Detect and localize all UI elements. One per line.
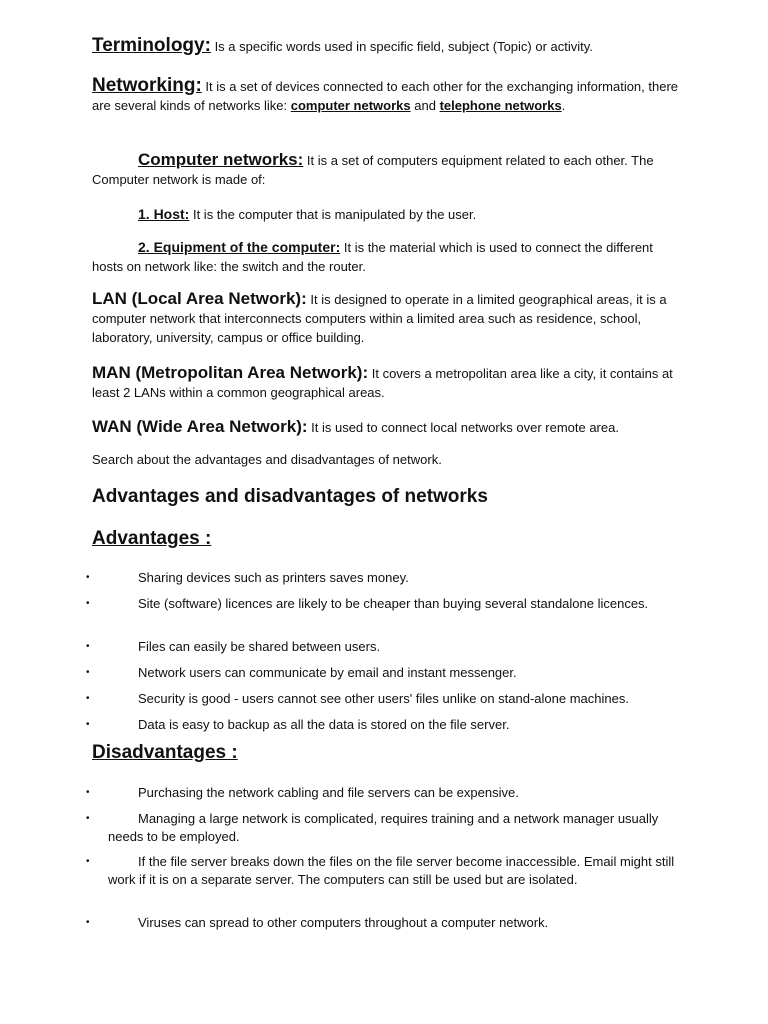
lan-term: LAN (Local Area Network):: [92, 289, 307, 308]
bullet: •: [86, 572, 90, 583]
networking-definition: It is a set of devices connected to each other for the exchanging information, there are several kinds of networks like:: [92, 79, 679, 113]
host-definition: It is the computer that is manipulated by the user.: [192, 207, 477, 222]
wan-paragraph: [92, 417, 682, 437]
list-item: [86, 595, 686, 613]
advantage-text: Data is easy to backup as all the data is stored on the file server.: [138, 717, 510, 732]
bullet: •: [86, 598, 90, 609]
list-item: [86, 664, 686, 682]
disadvantage-text: Viruses can spread to other computers throughout a computer network.: [138, 915, 549, 930]
equipment-paragraph: [92, 238, 682, 276]
disadvantage-text: If the file server breaks down the files on the file server become inaccessible. Email might still work if it is on a separate server. The computers can still be used but are isolated.: [108, 854, 675, 887]
bullet: •: [86, 787, 90, 798]
disadvantage-text: Managing a large network is complicated, requires training and a network manager usually needs to be employed.: [108, 811, 659, 844]
list-item: [86, 569, 686, 587]
wan-term: WAN (Wide Area Network):: [92, 417, 308, 436]
equipment-term: 2. Equipment of the computer:: [138, 239, 341, 255]
list-item: [86, 853, 686, 889]
terminology-term: Terminology:: [92, 35, 211, 56]
networking-paragraph: [92, 76, 682, 115]
networking-term: Networking:: [92, 75, 202, 96]
list-item: [86, 638, 686, 656]
equipment-definition: It is the material which is used to connect the different hosts on network like: the switch and the router.: [92, 240, 653, 274]
wan-definition: It is used to connect local networks over remote area.: [311, 420, 619, 435]
man-paragraph: [92, 363, 682, 402]
advantage-text: Network users can communicate by email and instant messenger.: [138, 665, 517, 680]
lan-paragraph: [92, 289, 682, 347]
section-title: Advantages and disadvantages of networks: [92, 486, 488, 507]
man-definition: It covers a metropolitan area like a city, it contains at least 2 LANs within a common geographical areas.: [92, 366, 673, 400]
disadvantage-text: Purchasing the network cabling and file servers can be expensive.: [138, 785, 519, 800]
host-term: 1. Host:: [138, 206, 190, 222]
computer-networks-link: computer networks: [290, 98, 411, 113]
list-item: [86, 810, 686, 846]
bullet: •: [86, 719, 90, 730]
bullet: •: [86, 917, 90, 928]
bullet: •: [86, 667, 90, 678]
list-item: [86, 716, 686, 734]
terminology-definition: Is a specific words used in specific field, subject (Topic) or activity.: [214, 39, 593, 54]
advantage-text: Sharing devices such as printers saves money.: [138, 570, 409, 585]
networking-end: .: [561, 98, 566, 113]
list-item: [86, 690, 686, 708]
list-item: [86, 914, 686, 932]
list-item: [86, 784, 686, 802]
bullet: •: [86, 856, 90, 867]
advantage-text: Files can easily be shared between users.: [138, 639, 381, 654]
advantage-text: Security is good - users cannot see other users' files unlike on stand-alone machines.: [138, 691, 629, 706]
computer-networks-paragraph: [92, 150, 682, 189]
bullet: •: [86, 813, 90, 824]
networking-and: and: [414, 98, 436, 113]
man-term: MAN (Metropolitan Area Network):: [92, 363, 369, 382]
advantages-heading: Advantages :: [92, 528, 212, 549]
search-note: Search about the advantages and disadvantages of network.: [92, 452, 442, 467]
terminology-paragraph: [92, 36, 682, 56]
advantage-text: Site (software) licences are likely to be cheaper than buying several standalone licences.: [138, 596, 649, 611]
telephone-networks-link: telephone networks: [439, 98, 562, 113]
disadvantages-heading: Disadvantages :: [92, 742, 238, 763]
bullet: •: [86, 641, 90, 652]
computer-networks-term: Computer networks:: [138, 150, 304, 169]
computer-networks-definition: It is a set of computers equipment related to each other. The Computer network is made of:: [92, 153, 654, 187]
lan-definition: It is designed to operate in a limited geographical areas, it is a computer network that interconnects computers within a limited area such as residence, school, laboratory, university, campus or office building.: [92, 292, 667, 345]
host-paragraph: [92, 205, 682, 224]
bullet: •: [86, 693, 90, 704]
